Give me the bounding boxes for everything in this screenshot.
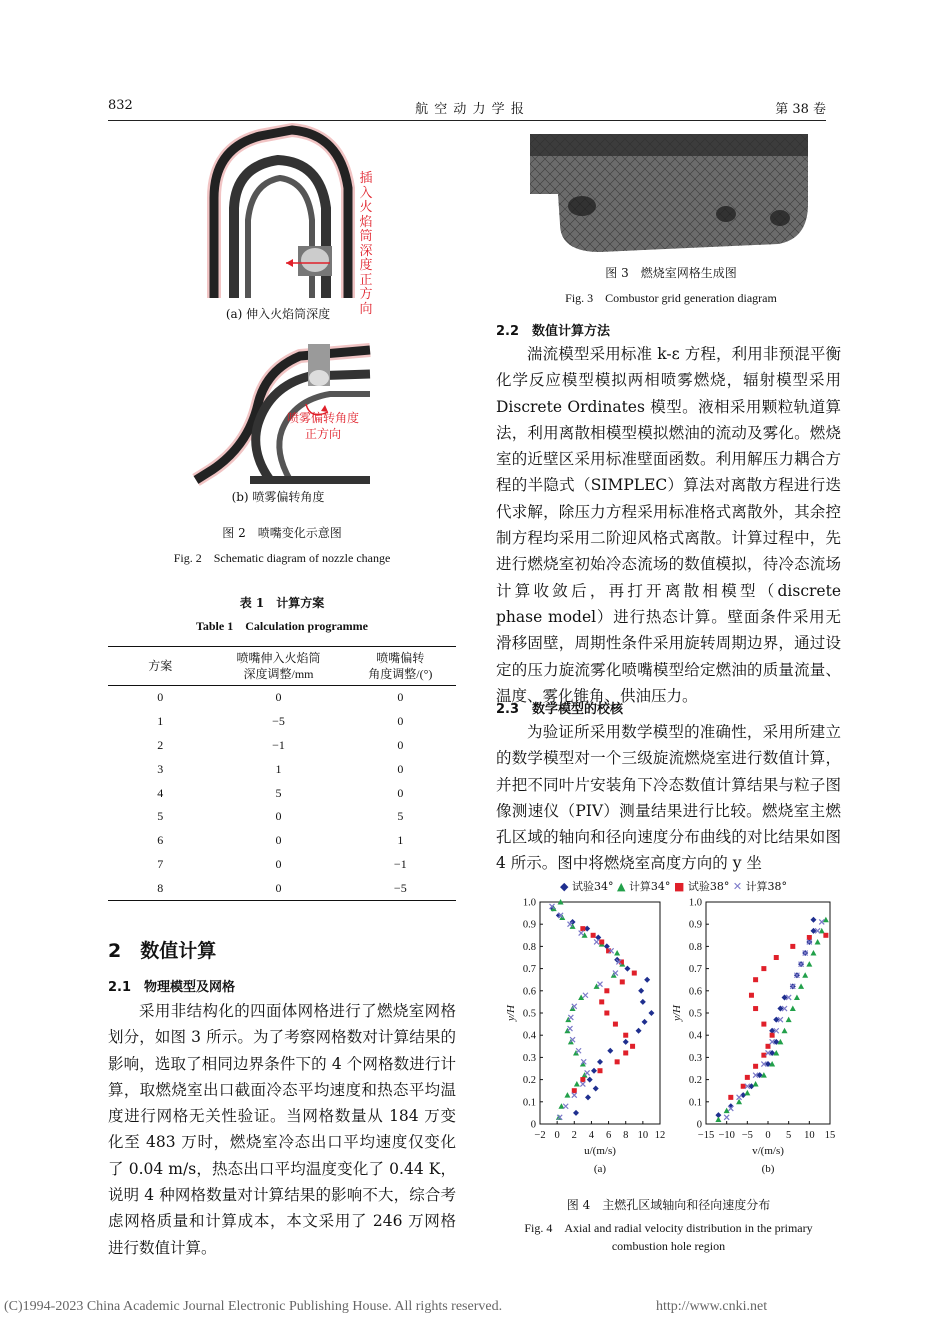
table-row: 0 0 0 [157,690,404,705]
data-point-calc38 [568,1015,573,1020]
y-axis-label: y/H [505,1005,517,1021]
y-axis-label: y/H [671,1005,683,1021]
table1-header-angle: 喷嘴偏转 角度调整/(°) [345,647,456,686]
data-point-calc34 [574,1081,580,1087]
figure4-caption-en-line2: combustion hole region [611,1239,726,1253]
y-tick-label: 0 [696,1119,702,1131]
data-point-exp38 [761,1022,766,1027]
data-point-exp34 [623,1039,629,1045]
table1 [108,646,456,901]
data-point-exp34 [640,999,646,1005]
data-point-exp34 [642,1019,648,1025]
y-tick-label: 0.6 [522,986,536,998]
data-point-calc34 [790,1006,796,1012]
y-tick-label: 0 [530,1119,536,1131]
table-row: 4 5 0 [157,785,404,800]
y-tick-label: 0.1 [688,1097,702,1109]
data-point-calc38 [598,982,603,987]
y-tick-label: 0.5 [688,1008,702,1020]
data-point-exp38 [591,933,596,938]
data-point-exp38 [623,1050,628,1055]
subsection-2-2-title: 2.2 数值计算方法 [496,324,611,339]
data-point-exp38 [613,1022,618,1027]
data-point-exp38 [604,988,609,993]
copyright-footer: (C)1994-2023 China Academic Journal Electronic Publishing House. All rights reserved. [4,1299,503,1314]
data-point-exp34 [591,1068,597,1074]
data-point-exp38 [580,1077,585,1082]
x-tick-label: 10 [804,1130,815,1141]
x-tick-label: 6 [605,1130,612,1141]
volume-number: 第 38 卷 [775,102,826,117]
data-point-calc34 [802,972,808,978]
x-axis-label: v/(m/s) [752,1145,784,1157]
figure3-caption-cn: 图 3 燃烧室网格生成图 [605,266,737,280]
header-rule [108,120,826,121]
data-point-exp38 [623,1033,628,1038]
subsection-2-1-text: 采用非结构化的四面体网格进行了燃烧室网格划分，如图 3 所示。为了考察网格数对计算结果的影响，选取了相同边界条件下的 4 个网格数进行计算，取燃烧室出口截面冷态平均速度和热态平均温度进行网格无关性验证。当网格数量从 184 万变化至 483 万时，燃烧室冷态出口平均速度仅变化了 0.04 m/s，热态出口平均温度变化了 0.44 K，说明 4 种网格数量对计算结果的影响不大，综合考虑网格质量和计算成本，本文采用了 246 万网格进行数值计算。 [108,1002,456,1257]
data-point-exp38 [770,1033,775,1038]
data-point-exp34 [624,966,630,972]
y-tick-label: 0.1 [522,1097,536,1109]
data-point-exp38 [630,1044,635,1049]
data-point-exp38 [807,935,812,940]
data-point-calc38 [572,1093,577,1098]
y-tick-label: 0.6 [688,986,702,998]
figure2-caption-en: Fig. 2 Schematic diagram of nozzle change [173,551,391,565]
y-tick-label: 0.3 [688,1052,702,1064]
figure2a-subcaption: (a) 伸入火焰筒深度 [225,307,331,321]
plot-frame [540,902,660,1124]
table-row: 3 1 0 [157,761,404,776]
data-point-exp38 [599,999,604,1004]
subsection-2-3-title: 2.3 数学模型的校核 [496,702,624,717]
x-tick-label: 5 [786,1130,792,1141]
data-point-exp34 [638,988,644,994]
x-tick-label: 0 [554,1130,560,1141]
data-point-exp38 [749,993,754,998]
legend-item: ■ 试验38° [673,880,730,893]
data-point-calc38 [568,922,573,927]
x-tick-label: 15 [824,1130,836,1141]
data-point-calc38 [585,1070,590,1075]
data-point-calc34 [753,1081,759,1087]
data-point-calc38 [583,993,588,998]
data-point-calc34 [786,1017,792,1023]
data-point-exp34 [593,1085,599,1091]
figure3-mesh-image [530,134,808,254]
section-title: 2 数值计算 [108,940,217,962]
y-tick-label: 0.8 [688,941,702,953]
data-point-exp38 [599,939,604,944]
table1-title-en: Table 1 Calculation programme [195,619,368,633]
data-point-calc34 [794,994,800,1000]
data-point-exp38 [615,1059,620,1064]
legend-item: ✕ 计算38° [732,880,788,893]
figure2b-label-line2: 正方向 [304,427,341,441]
journal-title: 航 空 动 力 学 报 [415,102,525,117]
figure2b-label-line1: 喷雾偏转角度 [286,411,359,425]
subplot-label: (b) [761,1163,775,1175]
data-point-calc34 [810,950,816,956]
y-tick-label: 0.2 [522,1075,536,1087]
y-tick-label: 0.3 [522,1052,536,1064]
data-point-exp38 [598,1068,603,1073]
data-point-exp38 [572,1088,577,1093]
data-point-exp38 [745,1075,750,1080]
table-row: 1 −5 0 [157,714,404,729]
figure4-caption-cn: 图 4 主燃孔区域轴向和径向速度分布 [566,1198,771,1212]
y-tick-label: 0.4 [688,1030,702,1042]
subsection-2-1-title: 2.1 物理模型及网格 [108,980,236,995]
data-point-exp34 [607,1048,613,1054]
x-tick-label: 12 [654,1130,666,1141]
data-point-exp34 [644,977,650,983]
y-tick-label: 0.5 [522,1008,536,1020]
legend-item: ◆ 试验34° [560,880,614,893]
data-point-exp38 [774,955,779,960]
x-tick-label: 4 [588,1130,595,1141]
data-point-calc34 [744,1090,750,1096]
y-tick-label: 0.2 [688,1075,702,1087]
figure4-charts [494,892,844,1175]
data-point-calc34 [564,1092,570,1098]
data-point-calc38 [579,931,584,936]
y-tick-label: 1.0 [522,897,536,909]
data-point-exp38 [766,1044,771,1049]
data-point-exp38 [753,1006,758,1011]
x-tick-label: −2 [534,1130,546,1141]
subsection-2-2-text: 湍流模型采用标准 k-ε 方程，利用非预混平衡化学反应模型模拟两相喷雾燃烧，辐射模型采用 Discrete Ordinates 模型。液相采用颗粒轨道算法，利用离散相模型模拟燃油的流动及雾化。燃烧室的近壁区采用标准壁面函数。利用解压力耦合方程的半隐式（SIMPLEC）算法对离散方程进行迭代求解，除压力方程采用标准格式离散外，其余控制方程均采用二阶迎风格式离散。计算过程中，先进行燃烧室初始冷态流场的数值模拟，待冷态流场计算收敛后，再打开离散相模型（discrete phase model）进行热态计算。壁面条件采用无滑移固壁，周期性条件采用旋转周期边界，通过设定的压力旋流雾化喷嘴模型给定燃油的质量流量、温度、雾化锥角、供油压力。 [496,345,841,705]
y-tick-label: 0.8 [522,941,536,953]
y-tick-label: 0.7 [688,964,702,976]
data-point-exp38 [728,1095,733,1100]
data-point-exp34 [597,1059,603,1065]
data-point-exp34 [587,1077,593,1083]
x-tick-label: −5 [741,1130,753,1141]
table-row: 5 0 5 [157,809,404,824]
subplot-label: (a) [593,1163,607,1175]
y-tick-label: 0.4 [522,1030,536,1042]
data-point-exp34 [648,1010,654,1016]
y-tick-label: 1.0 [688,897,702,909]
cnki-link[interactable]: http://www.cnki.net [656,1299,768,1314]
data-point-exp38 [761,966,766,971]
table1-header-scheme: 方案 [108,647,212,686]
x-tick-label: 10 [637,1130,649,1141]
table-row: 6 0 1 [157,833,404,848]
y-tick-label: 0.9 [522,919,536,931]
table1-header-depth: 喷嘴伸入火焰筒 深度调整/mm [212,647,344,686]
figure2b-image [190,334,370,482]
figure4-caption-en-line1: Fig. 4 Axial and radial velocity distribution in the primary [524,1221,813,1235]
figure3-caption-en: Fig. 3 Combustor grid generation diagram [565,291,777,305]
data-point-exp38 [790,944,795,949]
data-point-exp38 [823,933,828,938]
data-point-exp38 [632,971,637,976]
data-point-calc34 [614,950,620,956]
x-tick-label: −10 [718,1130,735,1141]
data-point-calc34 [782,1028,788,1034]
x-tick-label: 2 [571,1130,577,1141]
data-point-calc38 [594,939,599,944]
page-number: 832 [108,98,133,113]
y-tick-label: 0.9 [688,919,702,931]
figure2-caption-cn: 图 2 喷嘴变化示意图 [222,526,342,540]
table-row: 2 −1 0 [157,737,404,752]
data-point-exp34 [810,917,816,923]
data-point-calc34 [806,961,812,967]
data-point-exp38 [580,926,585,931]
data-point-calc38 [576,1048,581,1053]
table-row: 8 0 −5 [108,876,456,900]
y-tick-label: 0.7 [522,964,536,976]
x-axis-label: u/(m/s) [584,1145,616,1157]
subsection-2-3-text: 为验证所采用数学模型的准确性，采用所建立的数学模型对一个三级旋流燃烧室进行数值计算，并把不同叶片安装角下冷态数值计算结果与粒子图像测速仪（PIV）测量结果进行比较。燃烧室主燃孔区域的轴向和径向速度分布曲线的对比结果如图 4 所示。图中将燃烧室高度方向的 y 坐 [496,723,841,873]
data-point-calc38 [724,1115,729,1120]
data-point-exp34 [585,1094,591,1100]
data-point-calc34 [815,939,821,945]
data-point-calc38 [580,1082,585,1087]
data-point-exp34 [636,1028,642,1034]
x-tick-label: 8 [623,1130,629,1141]
data-point-exp38 [604,1011,609,1016]
data-point-exp38 [753,1064,758,1069]
data-point-calc38 [568,1026,573,1031]
x-tick-label: 0 [765,1130,771,1141]
table1-title-cn: 表 1 计算方案 [239,596,325,610]
table-row: 7 0 −1 [157,856,407,871]
data-point-calc38 [563,1104,568,1109]
x-tick-label: −15 [697,1130,715,1141]
figure2a-direction-label: 插入火焰筒深度正方向 [359,171,373,317]
data-point-calc34 [715,1117,721,1123]
figure2b-subcaption: (b) 喷雾偏转角度 [231,490,325,504]
data-point-exp34 [573,1110,579,1116]
legend-item: ▲ 计算34° [616,880,671,893]
data-point-calc34 [798,983,804,989]
data-point-exp38 [753,977,758,982]
data-point-exp38 [620,979,625,984]
